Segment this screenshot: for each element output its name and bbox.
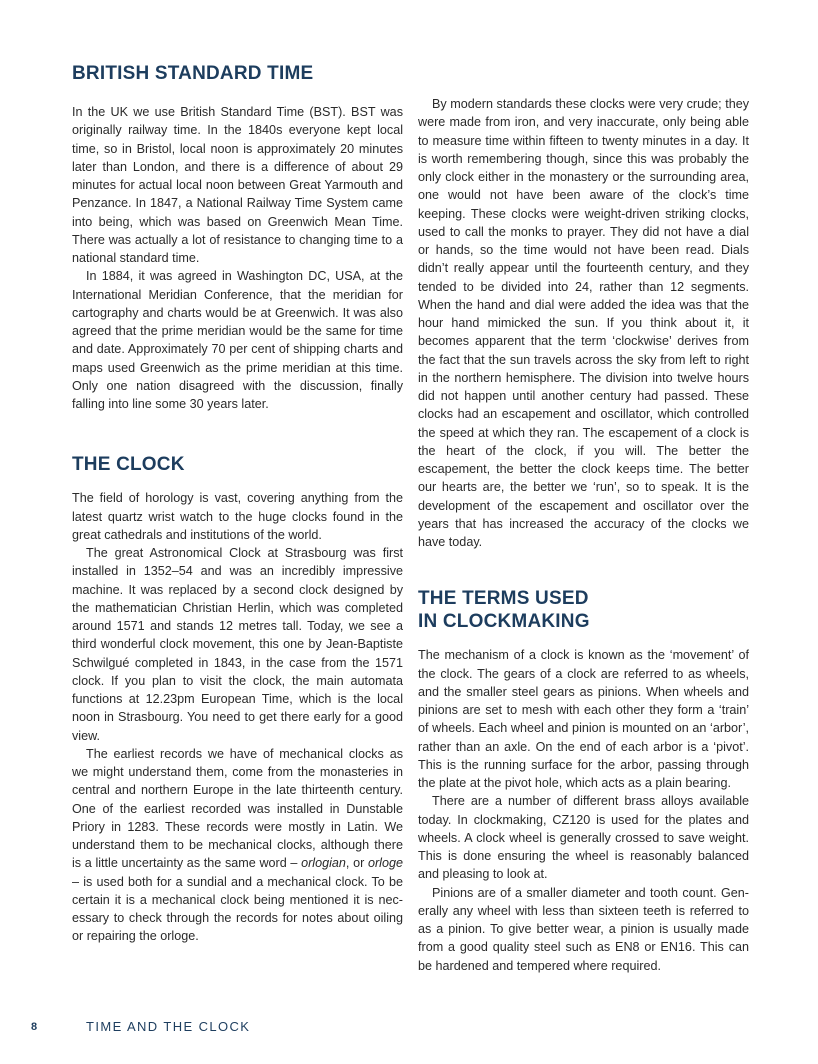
- terms-paragraph-3: Pinions are of a smaller diameter and tooth count. Generally any wheel with less than sixteen teeth is referred to as a pinion. To give better wear, a pinion is usually made from a good quality steel such as EN8 or EN16. This can be hardened and tempered where required.: [418, 885, 749, 973]
- clock-p3-text-3: – is used both for a sundial and a mechanical clock. To be certain it is a mechanical clock being mentioned it is necessary to check through the records for notes about oiling or repairing the orloge.: [72, 874, 403, 944]
- clock-p3-text-2: , or: [345, 856, 368, 871]
- heading-british-standard-time: BRITISH STANDARD TIME: [72, 63, 314, 84]
- bst-paragraph-2: In 1884, it was agreed in Washington DC, USA, at the International Meridian Conference, that the meridian for cartography and charts would be at Greenwich. It was also agreed that the prime meridian would be the same for time and date. Approximately 70 per cent of shipping charts and maps used Greenwich as the prime meridian at this time. Only one nation disagreed with the discussion, finally falling into line some 30 years later.: [72, 269, 403, 411]
- heading-line-2: IN CLOCKMAKING: [418, 611, 590, 633]
- bst-paragraph-1: In the UK we use British Standard Time (BST). BST was originally railway time. In the 1840s everyone kept local time, so in Bristol, local noon is approximately 20 minutes later than London, and there is a difference of about 29 minutes for actual local noon between Great Yarmouth and Penzance. In 1847, a National Railway Time System came into being, which was based on Greenwich Mean Time. There was actually a lot of resistance to changing time to a national standard time.: [72, 105, 403, 265]
- clock-paragraph-2: The great Astronomical Clock at Strasbourg was first installed in 1352–54 and was an incredibly impressive machine. It was replaced by a second clock designed by the mathematician Christian Herlin, which was completed around 1571 and stands 12 metres tall. Today, we see a third wonderful clock movement, this one by Jean-Baptiste Schwilgué completed in 1843, in the case from the 1571 clock. If you plan to visit the clock, the main automata functions at 12.23pm European Time, which is the local noon in Strasbourg. You need to get there early for a good view.: [72, 546, 403, 743]
- heading-terms-used-in-clockmaking: [418, 587, 749, 633]
- term-orloge: orloge: [367, 856, 403, 871]
- heading-the-clock: THE CLOCK: [72, 454, 185, 476]
- running-title: TIME AND THE CLOCK: [86, 1019, 251, 1034]
- heading-line-1: THE TERMS USED: [418, 588, 589, 610]
- clock-paragraph-4: By modern standards these clocks were very crude; they were made from iron, and very inaccurate, only being able to measure time within fifteen to twenty minutes in a day. It is worth remembering though, since this was probably the only clock either in the monastery or the surrounding area, one would not have been aware of the clock’s time keeping. These clocks were weight-driven striking clocks, used to call the monks to prayer. They did not have a dial or hands, so the time would not have been read. Dials didn’t really appear until the fourteenth century, and they tended to be divided into 24, rather than 12 segments. When the hand and dial were added the idea was that the hour hand mimicked the sun. If you think about it, it becomes apparent that the term ‘clockwise’ derives from the fact that the sun travels across the sky from left to right in the northern hemisphere. The division into twelve hours did not happen until another century had passed. These clocks had an escapement and oscillator, which controlled the speed at which they ran. The escapement of a clock is the heart of the clock, if you will. The better the escapement, the better the clock keeps time. The better our hearts are, the better we ‘run’, so to speak. It is the development of the escapement and oscillator over the years that has increased the accuracy of the clocks we have today.: [418, 97, 749, 549]
- page-number: 8: [31, 1021, 38, 1033]
- clock-p3-text-1: The earliest records we have of mechanical clocks as we might understand them, come from the monasteries in central and northern Europe in the late thirteenth century. One of the earliest recorded was installed in Dunstable Priory in 1283. These records were mostly in Latin. We understand them to be mechanical clocks, although there is a little uncertainty as the same word –: [72, 746, 403, 871]
- clock-paragraph-1: The field of horology is vast, covering anything from the latest quartz wrist watch to the huge clocks found in the great cathedrals and institutions of the world.: [72, 491, 403, 542]
- terms-paragraph-1: The mechanism of a clock is known as the ‘movement’ of the clock. The gears of a clock are referred to as wheels, and the smaller steel gears as pinions. When wheels and pinions are set to mesh with each other they form a ‘train’ of wheels. Each wheel and pinion is mounted on an ‘arbor’, rather than an axle. On the end of each arbor is a ‘pivot’. This is the running surface for the arbor, passing through the plate at the pivot hole, which acts as a plain bearing.: [418, 648, 749, 790]
- terms-paragraph-2: There are a number of different brass alloys available today. In clockmaking, CZ120 is used for the plates and wheels. A clock wheel is generally crossed to save weight. This is done ensuring the wheel is reasonably balanced and pleasing to look at.: [418, 794, 749, 882]
- clock-paragraph-3: [72, 745, 403, 946]
- right-column: [418, 95, 749, 975]
- term-orlogian: orlogian: [301, 856, 346, 871]
- left-column: [72, 62, 403, 946]
